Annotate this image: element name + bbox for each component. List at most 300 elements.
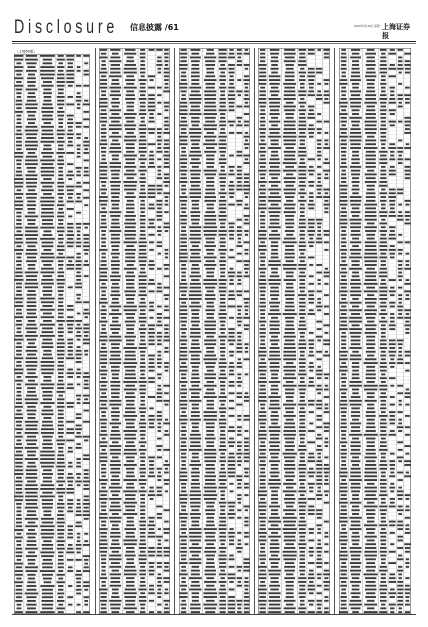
table-row: [179, 274, 250, 277]
table-row: [99, 399, 170, 402]
table-row: [14, 383, 90, 386]
table-row: [99, 527, 170, 530]
table-row: [99, 165, 170, 168]
table-row: [258, 112, 330, 115]
table-row: [339, 395, 411, 398]
table-row: [339, 489, 411, 492]
table-row: [339, 444, 411, 447]
table-row: [258, 474, 330, 477]
table-row: [179, 591, 250, 594]
table-row: [14, 356, 90, 359]
table-row: [339, 580, 411, 583]
table-row: [179, 357, 250, 360]
table-row: [339, 116, 411, 119]
table-row: [99, 195, 170, 198]
table-row: [14, 155, 90, 158]
table-row: [258, 154, 330, 157]
table-row: [14, 431, 90, 434]
table-row: [179, 263, 250, 266]
table-row: [258, 82, 330, 85]
table-row: [99, 523, 170, 526]
table-row: [339, 305, 411, 308]
table-row: [14, 427, 90, 430]
table-row: [14, 73, 90, 76]
table-row: [179, 135, 250, 138]
table-row: [179, 576, 250, 579]
table-row: [179, 78, 250, 81]
table-row: [258, 580, 330, 583]
table-row: [99, 448, 170, 451]
table-row: [339, 203, 411, 206]
table-row: [14, 244, 90, 247]
table-row: [258, 320, 330, 323]
table-row: [339, 467, 411, 470]
table-row: [99, 67, 170, 70]
disclosure-table: [258, 48, 330, 614]
table-row: [339, 271, 411, 274]
table-row: [99, 71, 170, 74]
table-row: [14, 147, 90, 150]
table-row: [179, 599, 250, 602]
table-row: [258, 282, 330, 285]
table-row: [179, 244, 250, 247]
table-row: [14, 308, 90, 311]
table-row: [99, 271, 170, 274]
table-row: [258, 206, 330, 209]
table-row: [258, 599, 330, 602]
table-row: [14, 151, 90, 154]
table-row: [14, 368, 90, 371]
table-row: [339, 354, 411, 357]
table-row: [14, 121, 90, 124]
table-row: [99, 486, 170, 489]
table-row: [179, 448, 250, 451]
table-row: [14, 203, 90, 206]
table-row: [179, 610, 250, 613]
table-row: [179, 508, 250, 511]
table-row: [258, 199, 330, 202]
table-row: [179, 127, 250, 130]
table-row: [14, 129, 90, 132]
table-row: [99, 422, 170, 425]
table-row: [258, 399, 330, 402]
table-row: [179, 584, 250, 587]
table-row: [14, 416, 90, 419]
table-row: [179, 561, 250, 564]
table-row: [258, 256, 330, 259]
table-row: [258, 497, 330, 500]
table-row: [179, 323, 250, 326]
table-row: [258, 214, 330, 217]
table-row: [258, 539, 330, 542]
table-row: [339, 135, 411, 138]
table-row: [179, 282, 250, 285]
table-row: [339, 520, 411, 523]
table-row: [14, 248, 90, 251]
table-row: [99, 505, 170, 508]
table-row: [14, 196, 90, 199]
table-row: [179, 346, 250, 349]
table-row: [14, 450, 90, 453]
table-row: [179, 120, 250, 123]
table-row: [179, 293, 250, 296]
table-row: [179, 425, 250, 428]
table-row: [99, 240, 170, 243]
table-row: [258, 463, 330, 466]
table-row: [14, 353, 90, 356]
table-row: [179, 418, 250, 421]
table-row: [14, 483, 90, 486]
table-row: [14, 595, 90, 598]
table-row: [14, 397, 90, 400]
table-row: [14, 565, 90, 568]
table-row: [14, 558, 90, 561]
table-row: [99, 191, 170, 194]
table-row: [99, 482, 170, 485]
column-2: [99, 48, 170, 614]
table-row: [14, 371, 90, 374]
table-row: [339, 74, 411, 77]
table-row: [339, 289, 411, 292]
table-row: [258, 229, 330, 232]
table-row: [339, 572, 411, 575]
table-row: [339, 331, 411, 334]
table-row: [179, 516, 250, 519]
table-row: [99, 365, 170, 368]
table-row: [99, 252, 170, 255]
table-row: [99, 316, 170, 319]
table-row: [14, 229, 90, 232]
table-row: [179, 184, 250, 187]
table-row: [258, 56, 330, 59]
table-row: [339, 154, 411, 157]
table-row: [99, 410, 170, 413]
table-row: [258, 203, 330, 206]
table-row: [14, 166, 90, 169]
table-row: [339, 233, 411, 236]
table-row: [99, 127, 170, 130]
table-row: [99, 535, 170, 538]
table-row: [14, 573, 90, 576]
table-row: [14, 551, 90, 554]
table-row: [99, 380, 170, 383]
disclosure-table: [14, 48, 90, 614]
table-row: [258, 422, 330, 425]
table-row: [14, 319, 90, 322]
table-row: [339, 195, 411, 198]
table-row: [14, 312, 90, 315]
table-row: [339, 263, 411, 266]
table-row: [339, 406, 411, 409]
table-row: [14, 285, 90, 288]
table-row: [339, 297, 411, 300]
table-row: [99, 105, 170, 108]
disclosure-table: [179, 48, 250, 614]
table-row: [339, 493, 411, 496]
table-row: [258, 501, 330, 504]
table-row: [339, 101, 411, 104]
table-row: [258, 350, 330, 353]
table-row: [258, 244, 330, 247]
table-row: [99, 90, 170, 93]
table-row: [99, 74, 170, 77]
table-row: [179, 286, 250, 289]
table-row: [258, 308, 330, 311]
table-row: [339, 267, 411, 270]
table-row: [99, 59, 170, 62]
table-row: [99, 267, 170, 270]
header-rule: [12, 41, 416, 42]
table-row: [14, 517, 90, 520]
disclosure-table: [99, 48, 170, 614]
table-row: [179, 56, 250, 59]
table-row: [99, 414, 170, 417]
table-row: [339, 157, 411, 160]
table-row: [179, 354, 250, 357]
table-row: [258, 546, 330, 549]
table-row: [339, 399, 411, 402]
table-row: [99, 512, 170, 515]
table-row: [99, 569, 170, 572]
table-row: [179, 456, 250, 459]
table-row: [258, 520, 330, 523]
table-row: [179, 471, 250, 474]
table-row: [339, 569, 411, 572]
table-row: [258, 429, 330, 432]
table-row: [179, 93, 250, 96]
table-row: [258, 376, 330, 379]
table-row: [179, 101, 250, 104]
table-row: [99, 210, 170, 213]
table-row: [14, 222, 90, 225]
table-row: [99, 139, 170, 142]
table-row: [179, 131, 250, 134]
table-row: [99, 433, 170, 436]
table-row: [258, 482, 330, 485]
table-row: [99, 346, 170, 349]
table-row: [14, 65, 90, 68]
table-row: [258, 388, 330, 391]
table-row: [339, 86, 411, 89]
table-row: [179, 108, 250, 111]
table-row: [258, 305, 330, 308]
table-row: [339, 63, 411, 66]
table-row: [339, 410, 411, 413]
table-row: [339, 610, 411, 613]
table-row: [99, 546, 170, 549]
table-row: [179, 569, 250, 572]
table-row: [258, 222, 330, 225]
table-row: [258, 342, 330, 345]
table-row: [179, 180, 250, 183]
table-row: [179, 440, 250, 443]
table-row: [258, 554, 330, 557]
table-row: [258, 52, 330, 55]
table-row: [99, 335, 170, 338]
table-row: [258, 357, 330, 360]
table-row: [258, 323, 330, 326]
table-row: [339, 414, 411, 417]
table-row: [99, 203, 170, 206]
table-row: [258, 557, 330, 560]
table-row: [99, 161, 170, 164]
table-row: [258, 161, 330, 164]
table-row: [99, 82, 170, 85]
brand-title: Disclosure: [14, 17, 119, 38]
table-row: [179, 497, 250, 500]
table-row: [14, 453, 90, 456]
table-row: [179, 195, 250, 198]
table-row: [14, 88, 90, 91]
table-row: [179, 123, 250, 126]
table-row: [179, 384, 250, 387]
table-row: [258, 576, 330, 579]
table-row: [179, 146, 250, 149]
table-row: [339, 256, 411, 259]
table-row: [14, 562, 90, 565]
table-row: [14, 181, 90, 184]
table-row: [14, 315, 90, 318]
table-row: [14, 110, 90, 113]
table-row: [339, 301, 411, 304]
table-row: [99, 63, 170, 66]
table-row: [99, 459, 170, 462]
table-row: [14, 293, 90, 296]
table-row: [339, 150, 411, 153]
table-row: [258, 508, 330, 511]
table-row: [258, 146, 330, 149]
table-row: [258, 437, 330, 440]
table-row: [339, 248, 411, 251]
table-row: [14, 379, 90, 382]
table-row: [99, 112, 170, 115]
table-row: [258, 165, 330, 168]
table-row: [14, 509, 90, 512]
table-row: [99, 354, 170, 357]
table-row: [179, 233, 250, 236]
table-row: [14, 588, 90, 591]
table-row: [99, 388, 170, 391]
table-row: [258, 271, 330, 274]
table-row: [99, 376, 170, 379]
table-row: [99, 539, 170, 542]
table-row: [258, 248, 330, 251]
table-row: [14, 84, 90, 87]
table-row: [339, 320, 411, 323]
table-row: [14, 420, 90, 423]
table-row: [99, 135, 170, 138]
table-row: [99, 289, 170, 292]
table-row: [339, 188, 411, 191]
table-row: [339, 497, 411, 500]
table-row: [179, 112, 250, 115]
table-row: [99, 599, 170, 602]
table-row: [258, 316, 330, 319]
table-row: [258, 157, 330, 160]
table-row: [339, 293, 411, 296]
table-row: [339, 350, 411, 353]
table-row: [258, 67, 330, 70]
table-row: [14, 61, 90, 64]
table-row: [99, 131, 170, 134]
table-row: [339, 508, 411, 511]
table-row: [99, 384, 170, 387]
table-row: [179, 501, 250, 504]
table-row: [339, 52, 411, 55]
table-row: [258, 373, 330, 376]
table-row: [179, 188, 250, 191]
table-row: [179, 588, 250, 591]
table-row: [258, 414, 330, 417]
table-row: [179, 142, 250, 145]
table-row: [14, 442, 90, 445]
newspaper-name: 上海证券报: [382, 22, 410, 40]
table-row: [339, 161, 411, 164]
table-row: [258, 595, 330, 598]
table-row: [14, 405, 90, 408]
table-row: [339, 391, 411, 394]
table-row: [339, 112, 411, 115]
table-row: [258, 120, 330, 123]
table-row: [99, 52, 170, 55]
footer-rule: [12, 614, 416, 615]
table-row: [179, 474, 250, 477]
table-row: [258, 191, 330, 194]
table-row: [14, 241, 90, 244]
table-row: [14, 252, 90, 255]
table-row: [179, 267, 250, 270]
table-row: [339, 557, 411, 560]
masthead: [12, 14, 416, 38]
table-row: [179, 565, 250, 568]
table-row: [14, 278, 90, 281]
table-row: [179, 365, 250, 368]
table-row: [14, 524, 90, 527]
table-row: [14, 569, 90, 572]
table-row: [179, 410, 250, 413]
table-row: [179, 191, 250, 194]
table-row: [339, 142, 411, 145]
table-row: [14, 162, 90, 165]
table-row: [258, 459, 330, 462]
table-row: [99, 493, 170, 496]
table-row: [258, 135, 330, 138]
table-row: [179, 139, 250, 142]
table-row: [339, 591, 411, 594]
table-row: [339, 165, 411, 168]
table-row: [258, 131, 330, 134]
table-row: [99, 584, 170, 587]
table-row: [258, 240, 330, 243]
table-row: [99, 373, 170, 376]
table-row: [179, 97, 250, 100]
table-row: [339, 339, 411, 342]
table-row: [14, 610, 90, 613]
table-row: [179, 214, 250, 217]
table-row: [179, 422, 250, 425]
table-row: [179, 278, 250, 281]
table-row: [339, 259, 411, 262]
table-row: [258, 289, 330, 292]
table-row: [14, 69, 90, 72]
table-row: [339, 418, 411, 421]
table-row: [99, 418, 170, 421]
table-row: [258, 210, 330, 213]
table-row: [14, 472, 90, 475]
table-row: [99, 403, 170, 406]
table-row: [339, 123, 411, 126]
table-row: [14, 386, 90, 389]
